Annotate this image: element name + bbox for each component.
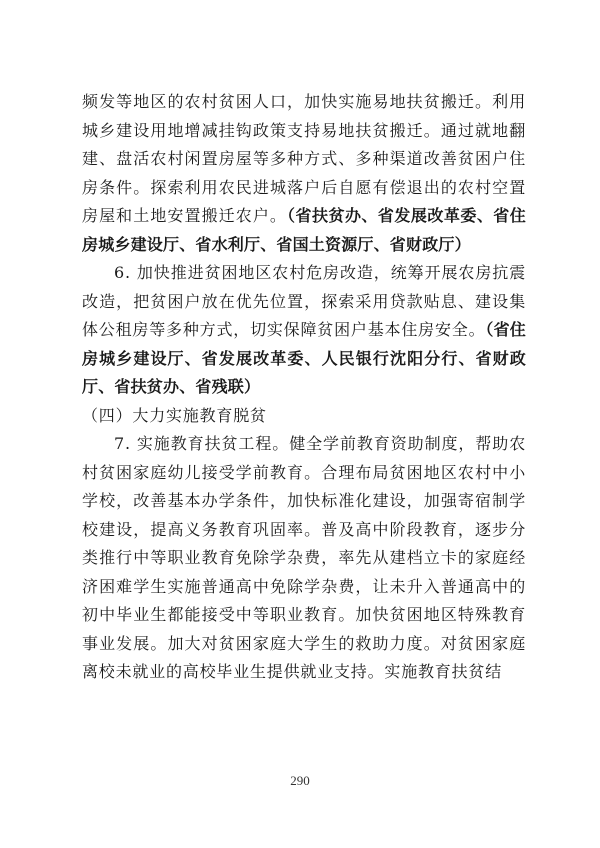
body-text [82,88,526,687]
paragraph-text: 频发等地区的农村贫困人口，加快实施易地扶贫搬迁。利用城乡建设用地增减挂钩政策支持易地扶贫搬迁。通过就地翻建、盘活农村闲置房屋等多种方式、多种渠道改善贫困户住房条件。探索利用农民进城落户后自愿有偿退出的农村空置房屋和土地安置搬迁农户。 [82,92,526,225]
responsible-agencies: （省扶贫办、省发展改革委、省住房城乡建设厅、省水利厅、省国土资源厅、省财政厅） [82,206,526,254]
paragraph-education [82,430,526,687]
paragraph-housing-renovation [82,259,526,402]
paragraph-text: 6. 加快推进贫困地区农村危房改造，统筹开展农房抗震改造，把贫困户放在优先位置，探索采用贷款贴息、建设集体公租房等多种方式，切实保障贫困户基本住房安全。 [82,263,526,339]
paragraph-relocation [82,88,526,259]
paragraph-text: 7. 实施教育扶贫工程。健全学前教育资助制度，帮助农村贫困家庭幼儿接受学前教育。合理布局贫困地区农村中小学校，改善基本办学条件，加快标准化建设，加强寄宿制学校建设，提高义务教育巩固率。普及高中阶段教育，逐步分类推行中等职业教育免除学杂费，率先从建档立卡的家庭经济困难学生实施普通高中免除学杂费，让未升入普通高中的初中毕业生都能接受中等职业教育。加快贫困地区特殊教育事业发展。加大对贫困家庭大学生的救助力度。对贫困家庭离校未就业的高校毕业生提供就业支持。实施教育扶贫结 [82,434,526,681]
responsible-agencies: （省住房城乡建设厅、省发展改革委、人民银行沈阳分行、省财政厅、省扶贫办、省残联） [82,320,526,396]
page-number: 290 [290,773,310,788]
section-heading: （四）大力实施教育脱贫 [82,405,267,425]
